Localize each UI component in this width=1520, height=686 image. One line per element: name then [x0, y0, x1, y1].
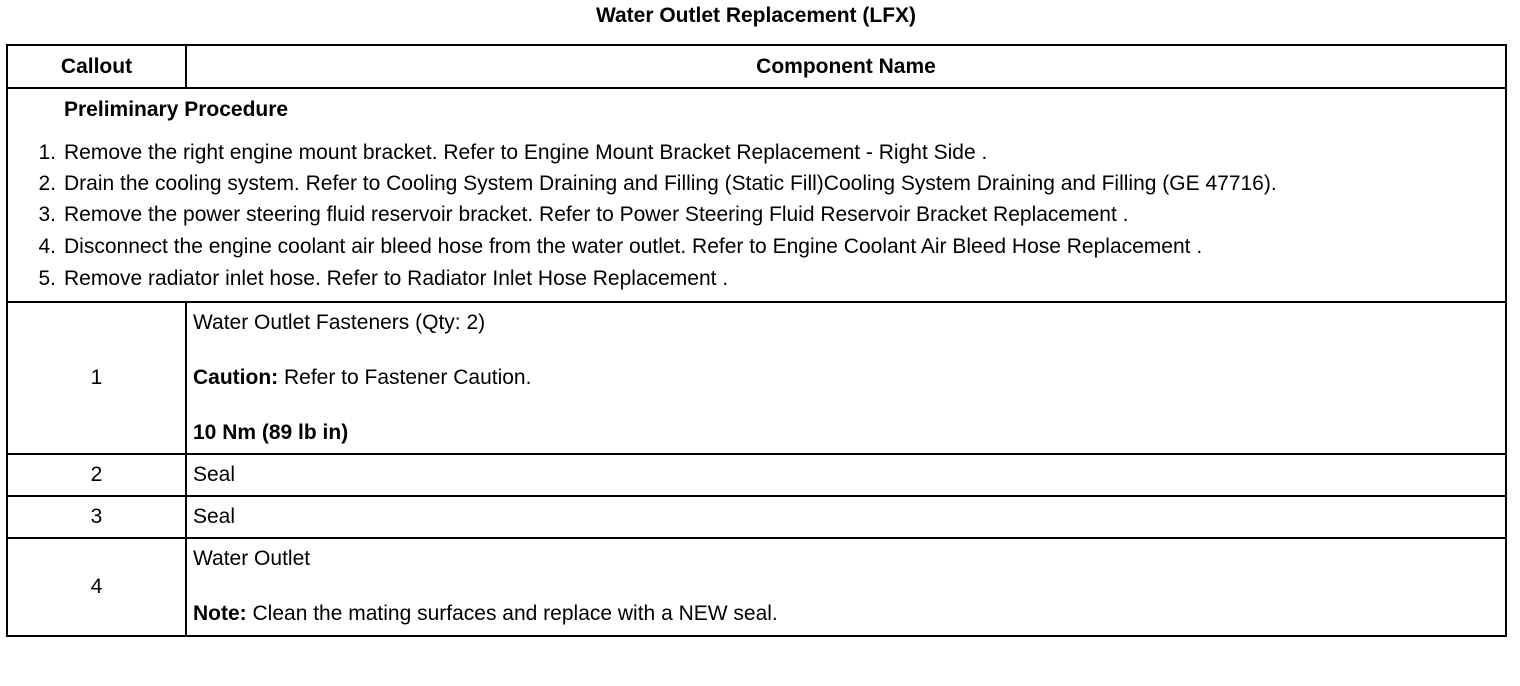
list-item	[38, 199, 1505, 231]
preliminary-steps-list	[8, 137, 1505, 295]
callout-column-header: Callout	[7, 45, 186, 88]
step-number: 4.	[38, 235, 56, 258]
callout-cell: 2	[7, 454, 186, 496]
note-label: Note:	[193, 602, 247, 625]
step-text: Drain the cooling system. Refer to Cooling System Draining and Filling (Static Fill)Cooling System Draining and Filling (GE 47716).	[64, 172, 1277, 195]
table-row	[7, 538, 1506, 636]
list-item	[38, 169, 1505, 199]
table-row	[7, 454, 1506, 496]
note-body: Clean the mating surfaces and replace with a NEW seal.	[246, 602, 778, 625]
list-item	[38, 231, 1505, 263]
component-name: Water Outlet Fasteners (Qty: 2)	[193, 311, 486, 334]
caution-label: Caution:	[193, 366, 279, 389]
note-text	[193, 600, 1499, 628]
component-table	[6, 44, 1507, 637]
step-text: Remove radiator inlet hose. Refer to Radiator Inlet Hose Replacement .	[64, 267, 729, 290]
callout-cell: 3	[7, 496, 186, 538]
preliminary-procedure-cell	[7, 88, 1506, 302]
step-text: Disconnect the engine coolant air bleed hose from the water outlet. Refer to Engine Coolant Air Bleed Hose Replacement .	[64, 235, 1203, 258]
step-number: 5.	[38, 267, 56, 290]
preliminary-procedure-row	[7, 88, 1506, 302]
table-row	[7, 302, 1506, 454]
table-row	[7, 496, 1506, 538]
component-name: Water Outlet	[193, 547, 311, 570]
step-number: 3.	[38, 203, 56, 226]
component-cell: Seal	[186, 454, 1506, 496]
callout-cell: 4	[7, 538, 186, 636]
page-title: Water Outlet Replacement (LFX)	[595, 4, 917, 27]
step-number: 1.	[38, 141, 56, 164]
torque-spec: 10 Nm (89 lb in)	[193, 421, 349, 444]
table-header-row	[7, 45, 1506, 88]
component-cell: Seal	[186, 496, 1506, 538]
caution-text	[193, 364, 1499, 392]
component-cell	[186, 538, 1506, 636]
step-text: Remove the power steering fluid reservoir bracket. Refer to Power Steering Fluid Reservoir Bracket Replacement .	[64, 203, 1129, 226]
step-text: Remove the right engine mount bracket. Refer to Engine Mount Bracket Replacement - Right Side .	[64, 141, 988, 164]
list-item	[38, 137, 1505, 169]
step-number: 2.	[38, 172, 56, 195]
list-item	[38, 263, 1505, 295]
callout-cell: 1	[7, 302, 186, 454]
caution-body: Refer to Fastener Caution.	[278, 366, 532, 389]
component-name-column-header: Component Name	[186, 45, 1506, 88]
preliminary-procedure-heading: Preliminary Procedure	[64, 98, 289, 121]
component-cell	[186, 302, 1506, 454]
